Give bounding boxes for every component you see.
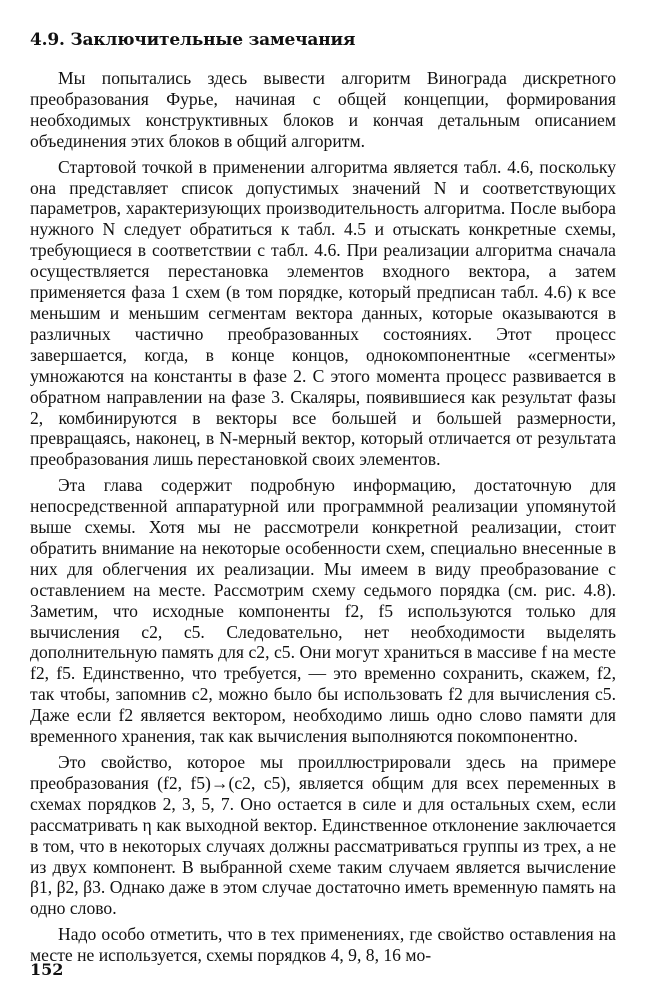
- paragraph-final: Надо особо отметить, что в тех применениях, где свойство оставления на месте не используется, схемы порядков 4, 9, 8, 16 мо-: [30, 924, 616, 966]
- paragraph-in-place: Эта глава содержит подробную информацию, достаточную для непосредственной аппаратурной или программной реализации упомянутой выше схемы. Хотя мы не рассмотрели конкретной реализации, стоит обратить внимание на некоторые особенности схем, специально внесенные в них для облегчения их реализации. Мы имеем в виду преобразование с оставлением на месте. Рассмотрим схему седьмого порядка (см. рис. 4.8). Заметим, что исходные компоненты f2, f5 используются только для вычисления c2, c5. Следовательно, нет необходимости выделять дополнительную память для c2, c5. Они могут храниться в массиве f на месте f2, f5. Единственно, что требуется, — это временно сохранить, скажем, f2, так чтобы, запомнив c2, можно было бы использовать f2 для вычисления c5. Даже если f2 является вектором, необходимо лишь одно слово памяти для временного хранения, так как вычисления выполняются покомпонентно.: [30, 475, 616, 747]
- paragraph-intro: Мы попытались здесь вывести алгоритм Винограда дискретного преобразования Фурье, начиная с общей концепции, формирования необходимых конструктивных блоков и кончая детальным описанием объединения этих блоков в общий алгоритм.: [30, 68, 616, 151]
- paragraph-starting-point: Стартовой точкой в применении алгоритма является табл. 4.6, поскольку она представляет список допустимых значений N и соответствующих параметров, характеризующих производительность алгоритма. После выбора нужного N следует обратиться к табл. 4.5 и отыскать конкретные схемы, требующиеся в соответствии с табл. 4.6. При реализации алгоритма сначала осуществляется перестановка элементов входного вектора, а затем применяется фаза 1 схем (в том порядке, который предписан табл. 4.6) к все меньшим и меньшим сегментам вектора данных, которые оказываются в различных частично преобразованных состояниях. Этот процесс завершается, когда, в конце концов, однокомпонентные «сегменты» умножаются на константы в фазе 2. С этого момента процесс развивается в обратном направлении на фазе 3. Скаляры, появившиеся как результат фазы 2, комбинируются в векторы все большей и большей размерности, превращаясь, наконец, в N-мерный вектор, который отличается от результата преобразования лишь перестановкой своих элементов.: [30, 156, 616, 470]
- body-text: [30, 68, 616, 971]
- section-heading: 4.9. Заключительные замечания: [30, 30, 356, 50]
- paragraph-property: Это свойство, которое мы проиллюстрировали здесь на примере преобразования (f2, f5)→(c2, c5), является общим для всех переменных в схемах порядков 2, 3, 5, 7. Оно остается в силе и для остальных схем, если рассматривать η как выходной вектор. Единственное отклонение заключается в том, что в некоторых случаях должны рассматриваться группы из трех, а не из двух компонент. В выбранной схеме таким случаем является вычисление β1, β2, β3. Однако даже в этом случае достаточно иметь временную память на одно слово.: [30, 752, 616, 919]
- page-number: 152: [30, 960, 64, 979]
